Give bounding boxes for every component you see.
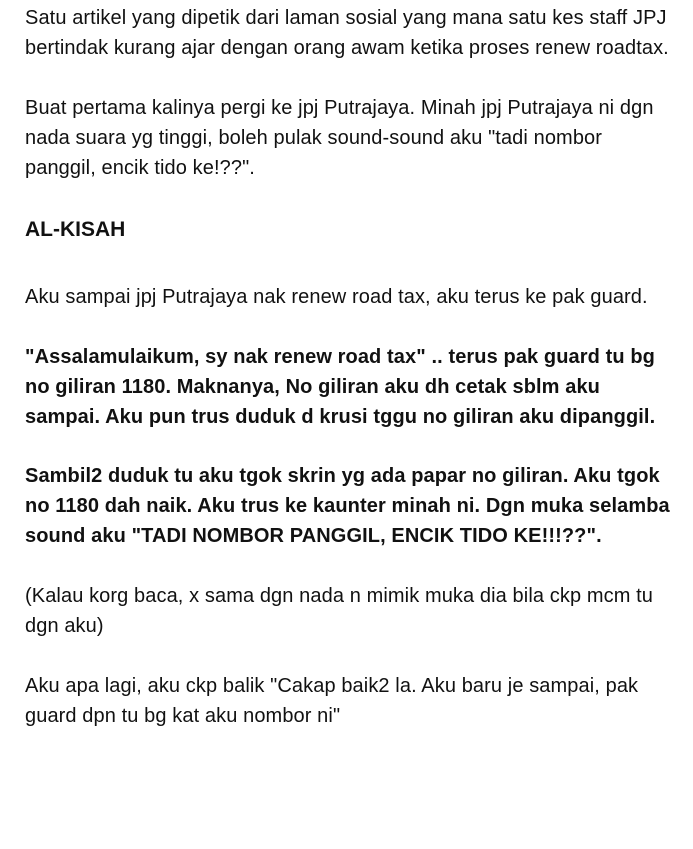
section-heading: AL-KISAH [25,218,126,241]
paragraph-counter-encounter: Sambil2 duduk tu aku tgok skrin yg ada papar no giliran. Aku tgok no 1180 dah naik. Aku trus ke kaunter minah ni. Dgn muka selamba sound aku "TADI NOMBOR PANGGIL, ENCIK TIDO KE!!!??". [25,465,670,547]
intro-paragraph: Satu artikel yang dipetik dari laman sosial yang mana satu kes staff JPJ bertindak kurang ajar dengan orang awam ketika proses renew roadtax. [25,7,669,59]
paragraph-first-visit: Buat pertama kalinya pergi ke jpj Putrajaya. Minah jpj Putrajaya ni dgn nada suara yg tinggi, boleh pulak sound-sound aku "tadi nombor panggil, encik tido ke!??". [25,97,654,179]
paragraph-aside: (Kalau korg baca, x sama dgn nada n mimik muka dia bila ckp mcm tu dgn aku) [25,585,653,637]
paragraph-reply: Aku apa lagi, aku ckp balik "Cakap baik2 la. Aku baru je sampai, pak guard dpn tu bg kat aku nombor ni" [25,675,639,727]
paragraph-queue-number: "Assalamulaikum, sy nak renew road tax" .. terus pak guard tu bg no giliran 1180. Maknanya, No giliran aku dh cetak sblm aku sampai. Aku pun trus duduk d krusi tggu no giliran aku dipanggil. [25,346,656,428]
article-body [0,3,693,731]
paragraph-arrival: Aku sampai jpj Putrajaya nak renew road tax, aku terus ke pak guard. [25,286,648,308]
